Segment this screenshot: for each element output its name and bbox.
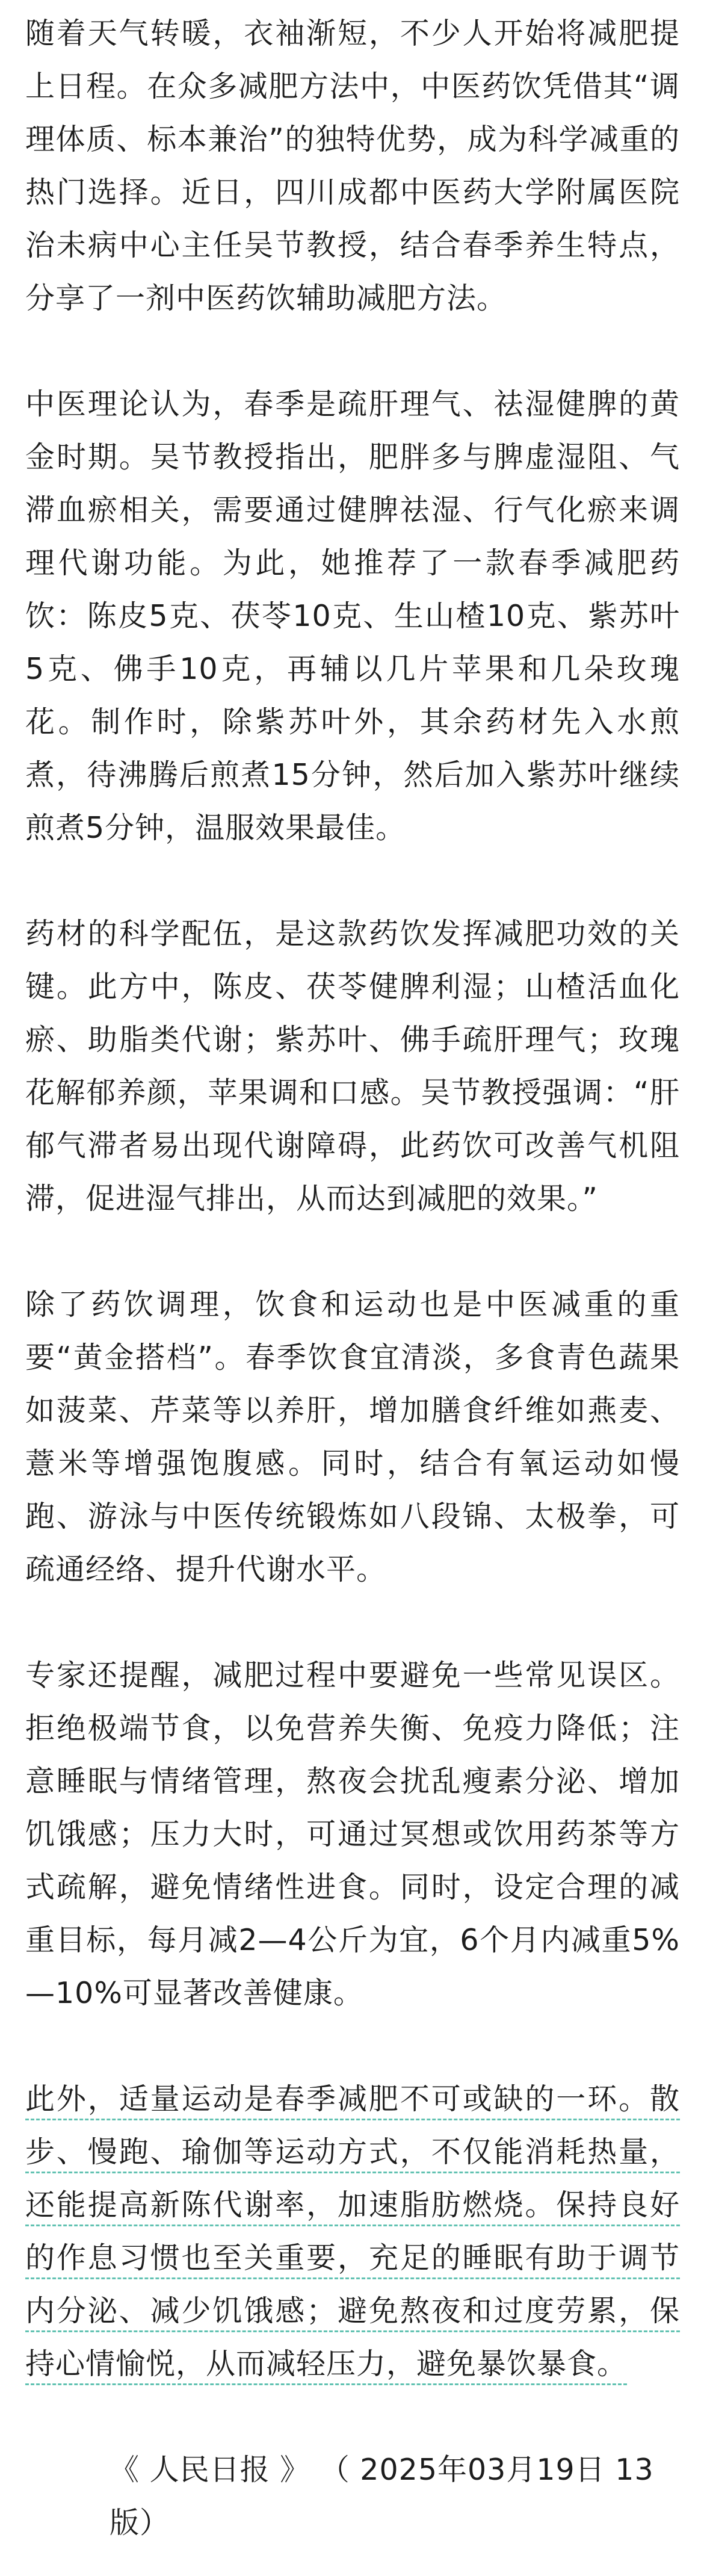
paragraph-theory-recipe: 中医理论认为，春季是疏肝理气、祛湿健脾的黄金时期。吴节教授指出，肥胖多与脾虚湿阻、气滞血瘀相关，需要通过健脾祛湿、行气化瘀来调理代谢功能。为此，她推荐了一款春季减肥药饮：陈皮5克、茯苓10克、生山楂10克、紫苏叶5克、佛手10克，再辅以几片苹果和几朵玫瑰花。制作时，除紫苏叶外，其余药材先入水煎煮，待沸腾后煎煮15分钟，然后加入紫苏叶继续煎煮5分钟，温服效果最佳。: [25, 387, 680, 845]
source-citation: 《 人民日报 》 （ 2025年03月19日 13版）: [110, 2453, 654, 2540]
highlighted-text: 此外，适量运动是春季减肥不可或缺的一环。散步、慢跑、瑜伽等运动方式，不仅能消耗热量，还能提高新陈代谢率，加速脂肪燃烧。保持良好的作息习惯也至关重要，充足的睡眠有助于调节内分泌、减少饥饿感；避免熬夜和过度劳累，保持心情愉悦，从而减轻压力，避免暴饮暴食。: [25, 2082, 680, 2381]
paragraph-expert-warnings: 专家还提醒，减肥过程中要避免一些常见误区。拒绝极端节食，以免营养失衡、免疫力降低；注意睡眠与情绪管理，熬夜会扰乱瘦素分泌、增加饥饿感；压力大时，可通过冥想或饮用药茶等方式疏解，避免情绪性进食。同时，设定合理的减重目标，每月减2—4公斤为宜，6个月内减重5%—10%可显著改善健康。: [25, 1658, 680, 2010]
paragraph-diet-exercise: 除了药饮调理，饮食和运动也是中医减重的重要“黄金搭档”。春季饮食宜清淡，多食青色蔬果如菠菜、芹菜等以养肝，增加膳食纤维如燕麦、薏米等增强饱腹感。同时，结合有氧运动如慢跑、游泳与中医传统锻炼如八段锦、太极拳，可疏通经络、提升代谢水平。: [25, 1287, 680, 1587]
paragraph-intro: 随着天气转暖，衣袖渐短，不少人开始将减肥提上日程。在众多减肥方法中，中医药饮凭借其“调理体质、标本兼治”的独特优势，成为科学减重的热门选择。近日，四川成都中医药大学附属医院治未病中心主任吴节教授，结合春季养生特点，分享了一剂中医药饮辅助减肥方法。: [25, 16, 680, 315]
paragraph-herb-compatibility: 药材的科学配伍，是这款药饮发挥减肥功效的关键。此方中，陈皮、茯苓健脾利湿；山楂活血化瘀、助脂类代谢；紫苏叶、佛手疏肝理气；玫瑰花解郁养颜，苹果调和口感。吴节教授强调：“肝郁气滞者易出现代谢障碍，此药饮可改善气机阻滞，促进湿气排出，从而达到减肥的效果。”: [25, 917, 680, 1216]
paragraph-highlighted-exercise: [25, 2073, 680, 2391]
